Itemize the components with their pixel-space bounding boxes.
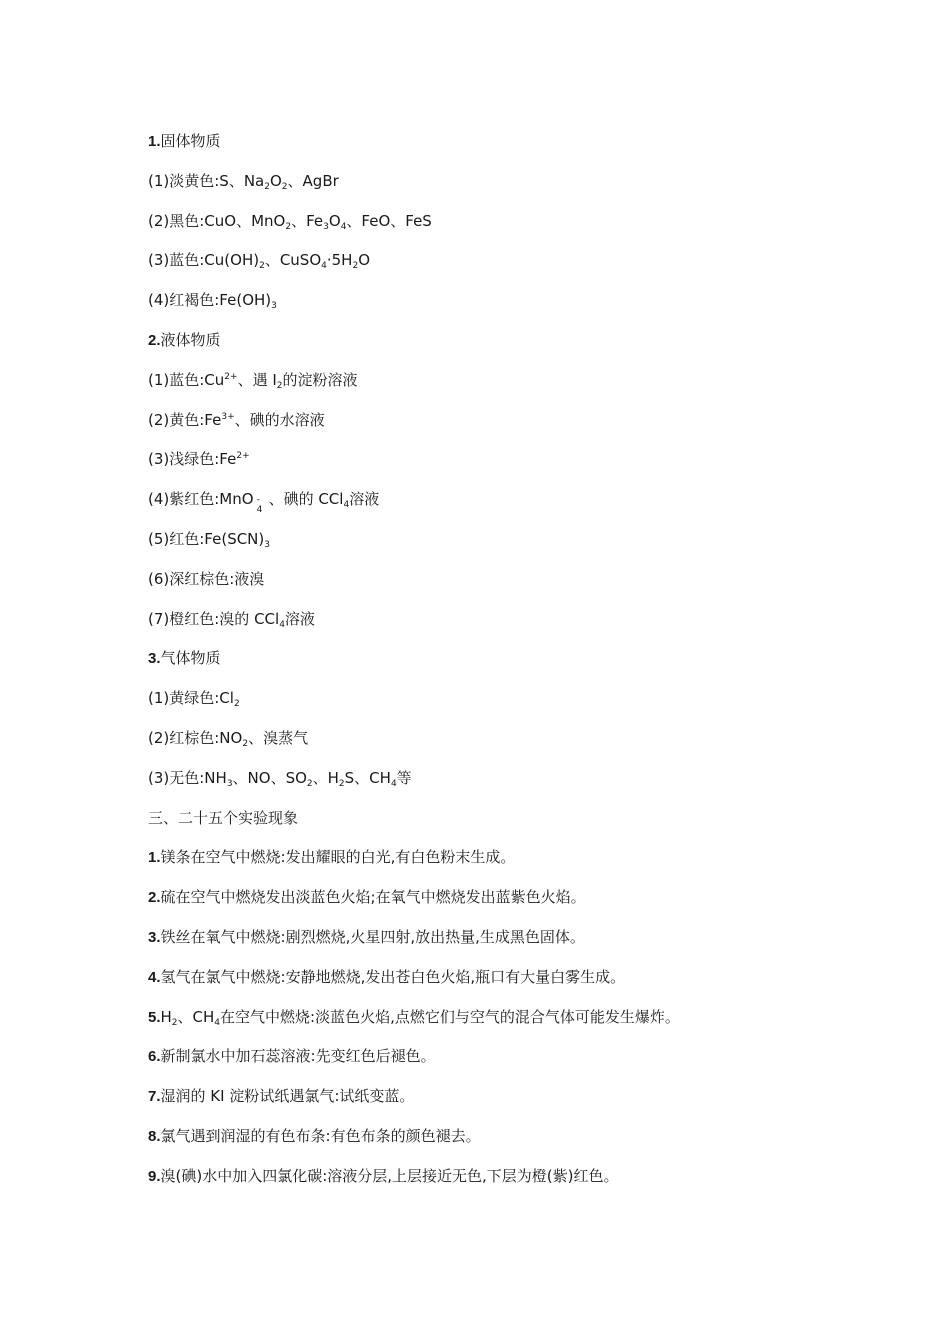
liquid-item-6: (6)深红棕色:液溴	[148, 569, 265, 588]
liquid-item-7: (7)橙红色:溴的 CCl$_4$溶液	[148, 609, 315, 630]
phenomenon-5: $5.H_2$、$CH_4$在空气中燃烧:淡蓝色火焰,点燃它们与空气的混合气体可能发生爆炸。	[148, 1007, 680, 1028]
heading-solid: 1.固体物质	[148, 132, 221, 150]
solid-item-4: (4)红褐色$:Fe(OH)_3$	[148, 291, 277, 312]
solid-item-2: (2)黑色:CuO、MnO$_2$、$Fe_3O_4$、FeO、FeS	[148, 211, 432, 232]
permanganate-charge: - 4	[256, 495, 263, 516]
liquid-item-5: (5)红色$:Fe(SCN)_3$	[148, 529, 270, 550]
document-content	[148, 128, 908, 1203]
liquid-item-2: (2)黄色$:Fe^{3+}$、碘的水溶液	[148, 410, 325, 429]
phenomenon-7: 7.湿润的 KI 淀粉试纸遇氯气:试纸变蓝。	[148, 1087, 415, 1106]
heading-gas: 3.气体物质	[148, 649, 221, 668]
gas-item-2: (2)红棕色$:NO_2$、溴蒸气	[148, 728, 309, 749]
phenomenon-9: 9.溴(碘)水中加入四氯化碳:溶液分层,上层接近无色,下层为橙(紫)红色。	[148, 1166, 619, 1185]
phenomenon-1: 1.镁条在空气中燃烧:发出耀眼的白光,有白色粉末生成。	[148, 848, 516, 867]
gas-item-3: (3)无色$:NH_3$、NO、$SO_2$、$H_2S$、$CH_4$等	[148, 768, 412, 789]
phenomenon-3: 3.铁丝在氧气中燃烧:剧烈燃烧,火星四射,放出热量,生成黑色固体。	[148, 927, 585, 946]
section-title-phenomena: 三、二十五个实验现象	[148, 808, 299, 827]
liquid-item-4: (4)紫红色:MnO - 4 、碘的 CCl$_4$溶液	[148, 490, 380, 516]
phenomenon-6: 6.新制氯水中加石蕊溶液:先变红色后褪色。	[148, 1047, 436, 1066]
solid-item-1: (1)淡黄色:S、$Na_2O_2$、AgBr	[148, 171, 339, 192]
heading-liquid: 2.液体物质	[148, 330, 221, 349]
gas-item-1: (1)黄绿色$:Cl_2$	[148, 689, 240, 710]
phenomenon-4: 4.氢气在氯气中燃烧:安静地燃烧,发出苍白色火焰,瓶口有大量白雾生成。	[148, 967, 626, 986]
phenomenon-8: 8.氯气遇到润湿的有色布条:有色布条的颜色褪去。	[148, 1126, 481, 1145]
liquid-item-3: (3)浅绿色$:Fe^{2+}$	[148, 450, 250, 469]
solid-item-3: (3)蓝色$:Cu(OH)_2$、$CuSO_4\cdot 5H_2O$	[148, 251, 370, 272]
phenomenon-2: 2.硫在空气中燃烧发出淡蓝色火焰;在氧气中燃烧发出蓝紫色火焰。	[148, 888, 586, 907]
liquid-item-1: (1)蓝色$:Cu^{2+}$、遇 $I_2$的淀粉溶液	[148, 370, 358, 391]
